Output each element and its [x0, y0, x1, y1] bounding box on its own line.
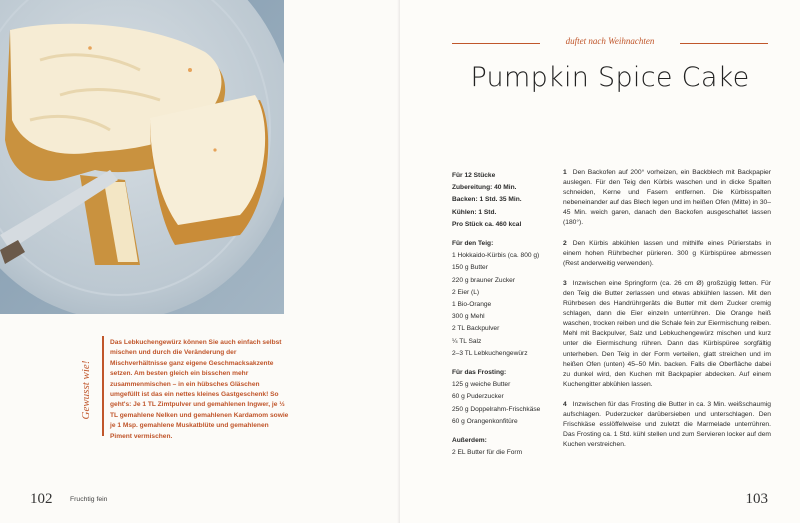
ingredient: ¼ TL Salz [452, 337, 482, 345]
step [563, 168, 771, 229]
ingredient: 2 TL Backpulver [452, 325, 500, 333]
recipe-steps [563, 168, 771, 460]
servings: Für 12 Stücke [452, 172, 496, 179]
ingredient: 2–3 TL Lebkuchengewürz [452, 349, 528, 357]
running-title: Fruchtig fein [70, 496, 108, 503]
prep-time: Zubereitung: 40 Min. [452, 184, 517, 192]
step [563, 400, 771, 450]
kicker-rule-left [452, 43, 540, 44]
ingredient: 1 Hokkaido-Kürbis (ca. 800 g) [452, 252, 540, 260]
kicker [452, 36, 768, 50]
step-text: Inzwischen für das Frosting die Butter in ca. 3 Min. weißschaumig aufschlagen. Puderzucker darübersieben und unterschlagen. Den Frischkäse esslöffelweise und zuletzt die Marmelade unterrühren. Das Frosting ca. 1 Std. kühl stellen und zum Servieren locker auf dem Kuchen verstreichen. [563, 400, 771, 449]
tip-label-text: Gewusst wie! [80, 360, 92, 420]
kicker-rule-right [680, 43, 768, 44]
tip-box [110, 338, 290, 442]
step-number: 3 [563, 279, 567, 287]
extra-heading: Außerdem: [452, 437, 487, 445]
recipe-title: Pumpkin Spice Cake [470, 62, 750, 93]
ingredient: 300 g Mehl [452, 313, 485, 321]
bake-time: Backen: 1 Std. 35 Min. [452, 196, 522, 204]
tip-label [74, 345, 98, 435]
step [563, 239, 771, 269]
cake-photo [0, 0, 284, 314]
ingredient: 250 g Doppelrahm-Frischkäse [452, 405, 541, 413]
frosting-heading: Für das Frosting: [452, 369, 507, 377]
tip-accent-bar [102, 336, 104, 436]
page-number-right: 103 [745, 491, 768, 507]
recipe-meta [452, 170, 552, 459]
step-text: Den Backofen auf 200° vorheizen, ein Backblech mit Backpapier auslegen. Für den Teig den Kürbis waschen und in dicke Spalten schneiden, Kerne und Fasern entfernen. Die Kürbisspalten nebeneinander auf das Blech legen und im heißen Ofen (Mitte) in 30–45 Min. weich garen, danach den Backofen ausgeschaltet lassen (180°). [563, 169, 771, 227]
ingredient: 60 g Puderzucker [452, 393, 504, 401]
ingredient: 1 Bio-Orange [452, 301, 492, 309]
dough-heading: Für den Teig: [452, 240, 494, 248]
ingredient: 220 g brauner Zucker [452, 276, 516, 284]
ingredient: 2 EL Butter für die Form [452, 449, 523, 457]
page-number-left: 102 [30, 491, 53, 507]
step [563, 279, 771, 390]
step-number: 1 [563, 169, 567, 176]
ingredient: 150 g Butter [452, 264, 488, 272]
kicker-text: duftet nach Weihnachten [565, 36, 655, 46]
step-text: Inzwischen eine Springform (ca. 26 cm Ø) großzügig fetten. Für den Teig die Butter zerlassen und etwas abkühlen lassen. Mit den Rührbesen des Handrührgeräts die Butter mit dem Zucker cremig schlagen, dann die Eier einzeln unterrühren. Die Orange heiß waschen, trocken reiben und die Schale fein zur Eiermischung reiben. Mehl mit Backpulver, Salz und Lebkuchengewürz mischen und kurz unter die Eiermischung rühren. Dann das Kürbispüree sorgfältig unterheben. Den Teig in der Form verteilen, glatt streichen und im heißen Ofen (unten) 45–50 Min. backen. Falls die Oberfläche dabei zu dunkel wird, den Kuchen mit Backpapier abdecken. Auf einem Kuchengitter abkühlen lassen. [563, 279, 771, 388]
ingredient: 2 Eier (L) [452, 288, 480, 296]
ingredient: 60 g Orangenkonfitüre [452, 417, 518, 425]
tip-paragraph: Das Lebkuchengewürz können Sie auch einfach selbst mischen und durch die Veränderung der Mischverhältnisse ganz eigene Geschmacksakzente setzen. Am besten gleich ein bisschen mehr zusammenmischen – in ein hübsches Gläschen umgefüllt ist das ein nettes kleines Gastgeschenk! So geht's: Je 1 TL Zimtpulver und gemahlenen Ingwer, je ½ TL gemahlene Nelken und gemahlenen Kardamom sowie je 1 Msp. gemahlene Muskatblüte und gemahlenen Piment vermischen. [110, 339, 289, 440]
step-number: 2 [563, 239, 567, 247]
calories: Pro Stück ca. 460 kcal [452, 220, 522, 228]
step-number: 4 [563, 400, 567, 408]
step-text: Den Kürbis abkühlen lassen und mithilfe eines Pürierstabs in einem hohen Rührbecher pürieren. 300 g Kürbispüree abmessen (Rest anderweitig verwenden). [563, 239, 771, 267]
cake-illustration [0, 0, 284, 314]
ingredient: 125 g weiche Butter [452, 381, 511, 389]
cool-time: Kühlen: 1 Std. [452, 208, 497, 216]
